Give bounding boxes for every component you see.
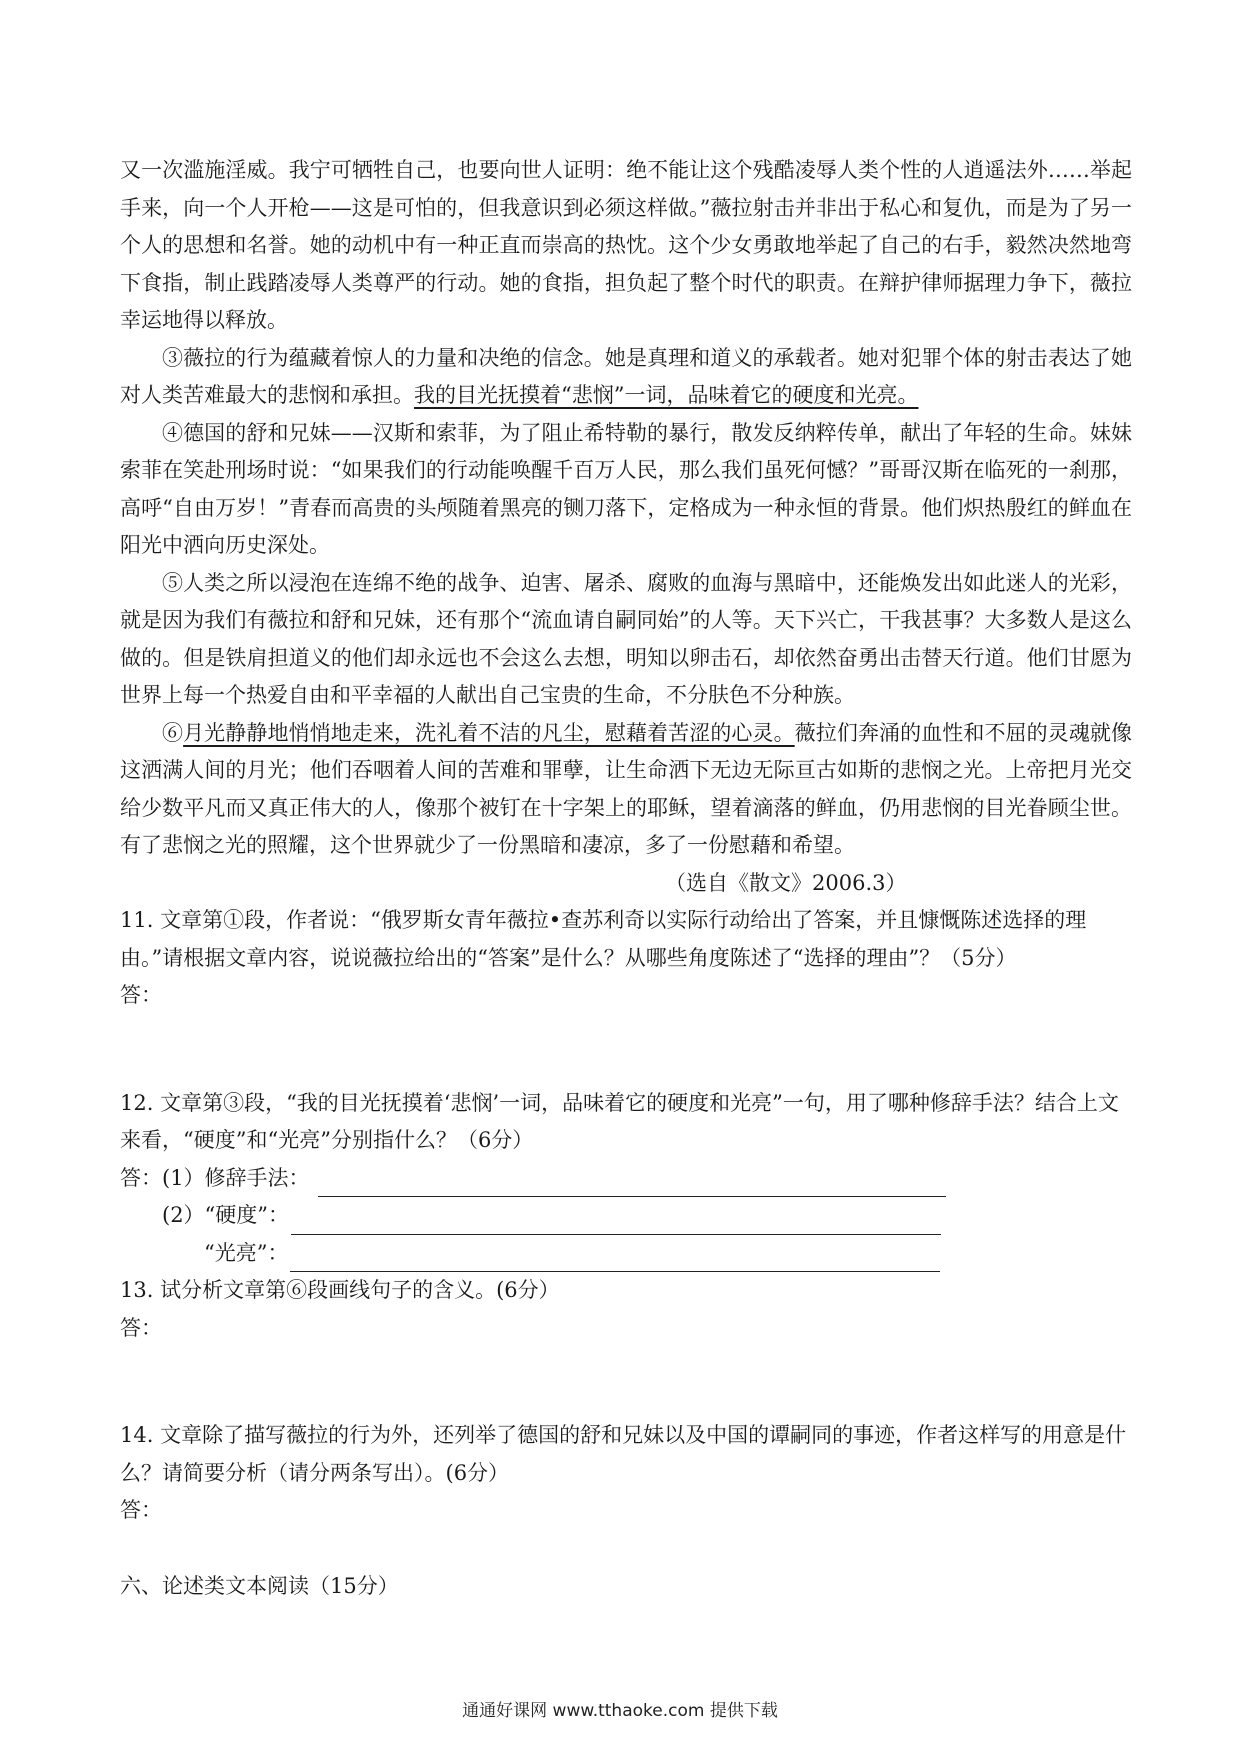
question-13: 13. 试分析文章第⑥段画线句子的含义。(6分） (120, 1278, 560, 1302)
question-11: 11. 文章第①段，作者说：“俄罗斯女青年薇拉•查苏利奇以实际行动给出了答案，并且慷慨陈述选择的理由。”请根据文章内容，说说薇拉给出的“答案”是什么？从哪些角度陈述了“选择的理由”？（5分） (120, 908, 1087, 970)
question-11-answer-space[interactable] (120, 1015, 1132, 1085)
paragraph-continuation: 又一次滥施淫威。我宁可牺牲自己，也要向世人证明：绝不能让这个残酷凌辱人类个性的人逍遥法外……举起手来，向一个人开枪——这是可怕的，但我意识到必须这样做。”薇拉射击并非出于私心和复仇，而是为了另一个人的思想和名誉。她的动机中有一种正直而崇高的热忱。这个少女勇敢地举起了自己的右手，毅然决然地弯下食指，制止践踏凌辱人类尊严的行动。她的食指，担负起了整个时代的职责。在辩护律师据理力争下，薇拉幸运地得以释放。 (120, 158, 1132, 332)
question-14-answer-label: 答： (120, 1498, 162, 1522)
rhetoric-label: 答：(1）修辞手法： (120, 1165, 310, 1190)
brightness-label: “光亮”： (204, 1240, 289, 1265)
paragraph-4: ④德国的舒和兄妹——汉斯和索菲，为了阻止希特勒的暴行，散发反纳粹传单，献出了年轻的生命。妹妹索菲在笑赴刑场时说：“如果我们的行动能唤醒千百万人民，那么我们虽死何憾？”哥哥汉斯在临死的一刹那，高呼“自由万岁！”青春而高贵的头颅随着黑亮的铡刀落下，定格成为一种永恒的背景。他们炽热殷红的鲜血在阳光中洒向历史深处。 (120, 420, 1132, 557)
question-14-answer-space[interactable] (120, 1530, 1132, 1568)
question-12: 12. 文章第③段，“我的目光抚摸着‘悲悯’一词，品味着它的硬度和光亮”一句，用了哪种修辞手法？结合上文来看，“硬度”和“光亮”分别指什么？（6分） (120, 1090, 1119, 1152)
question-12-answer-rhetoric (120, 1160, 1132, 1198)
question-13-answer-label: 答： (120, 1315, 162, 1340)
hardness-label: (2）“硬度”： (162, 1203, 290, 1227)
article-source: （选自《散文》2006.3） (665, 870, 907, 895)
paragraph-6-text: 薇拉们奔涌的血性和不屈的灵魂就像这洒满人间的月光；他们吞咽着人间的苦难和罪孽，让生命洒下无边无际亘古如斯的悲悯之光。上帝把月光交给少数平凡而又真正伟大的人，像那个被钉在十字架上的耶稣，望着滴落的鲜血，仍用悲悯的目光眷顾尘世。有了悲悯之光的照耀，这个世界就少了一份黑暗和凄凉，多了一份慰藉和希望。 (120, 720, 1133, 857)
paragraph-3 (120, 340, 1132, 415)
paragraph-6 (120, 715, 1132, 865)
question-12-answer-brightness (120, 1235, 1132, 1273)
paragraph-6-underlined-sentence: 月光静静地悄悄地走来，洗礼着不洁的凡尘，慰藉着苦涩的心灵。 (183, 720, 795, 745)
question-11-answer-label: 答： (120, 983, 162, 1007)
question-13-answer-space[interactable] (120, 1347, 1132, 1417)
paragraph-6-number: ⑥ (162, 720, 184, 745)
paragraph-3-underlined-sentence: 我的目光抚摸着“悲悯”一词，品味着它的硬度和光亮。 (414, 383, 919, 407)
question-12-answer-hardness (120, 1197, 1132, 1235)
rhetoric-blank[interactable] (318, 1168, 946, 1197)
page-content (120, 152, 1132, 1605)
page-footer: 通通好课网 www.tthaoke.com 提供下载 (462, 1701, 778, 1721)
paragraph-3-text: ③薇拉的行为蕴藏着惊人的力量和决绝的信念。她是真理和道义的承载者。她对犯罪个体的射击表达了她对人类苦难最大的悲悯和承担。 (120, 345, 1132, 407)
question-14: 14. 文章除了描写薇拉的行为外，还列举了德国的舒和兄妹以及中国的谭嗣同的事迹，作者这样写的用意是什么？请简要分析（请分两条写出）。(6分） (120, 1423, 1127, 1485)
section-6-heading: 六、论述类文本阅读（15分） (120, 1573, 399, 1598)
brightness-blank[interactable] (290, 1243, 940, 1272)
paragraph-5: ⑤人类之所以浸泡在连绵不绝的战争、迫害、屠杀、腐败的血海与黑暗中，还能焕发出如此迷人的光彩，就是因为我们有薇拉和舒和兄妹，还有那个“流血请自嗣同始”的人等。天下兴亡，干我甚事？大多数人是这么做的。但是铁肩担道义的他们却永远也不会这么去想，明知以卵击石，却依然奋勇出击替天行道。他们甘愿为世界上每一个热爱自由和平幸福的人献出自己宝贵的生命，不分肤色不分种族。 (120, 570, 1132, 707)
hardness-blank[interactable] (291, 1206, 941, 1235)
